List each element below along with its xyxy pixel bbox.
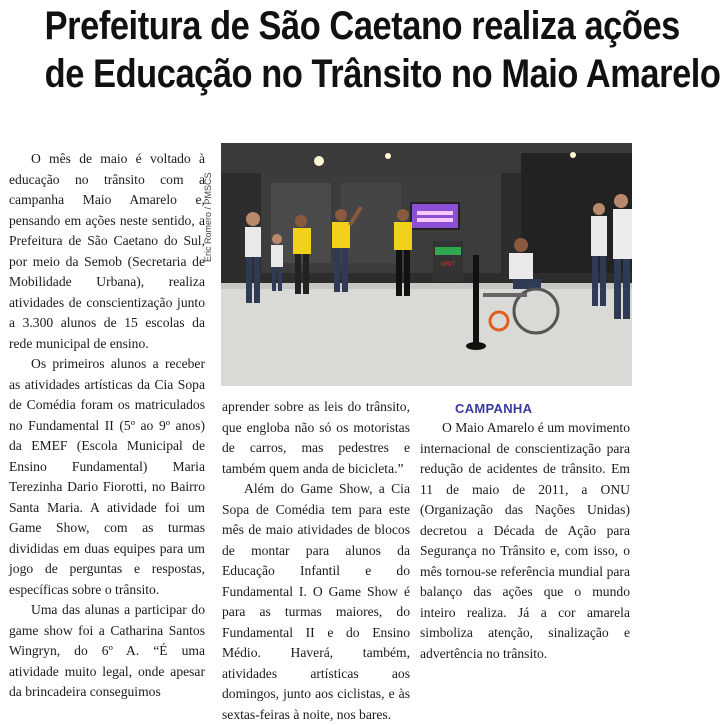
photo-illustration (221, 143, 632, 386)
left-text-column (9, 149, 205, 703)
section-heading-campanha: CAMPANHA (455, 401, 533, 416)
paragraph: O mês de maio é voltado à educação no trânsito com a campanha Maio Amarelo e, pensando em ações neste sentido, a Prefeitura de São Caetano do Sul, por meio da Semob (Secretaria de Mobilidade Urbana), realiza atividades de conscientização junto a 3.300 alunos de 15 escolas da rede municipal de ensino. (9, 151, 205, 351)
paragraph: Além do Game Show, a Cia Sopa de Comédia tem para este mês de maio atividades de blocos de montar para alunos da Educação Infantil e do Fundamental I. O Game Show é para as turmas maiores, do Fundamental II e do Ensino Médio. Haverá, também, atividades artísticas aos domingos, junto aos ciclistas, e às sextas-feiras à noite, nos bares. (222, 481, 410, 722)
photo-credit: Eric Romero / PMSCS (203, 172, 213, 262)
paragraph: Os primeiros alunos a receber as atividades artísticas da Cia Sopa de Comédia foram os matriculados no Fundamental II (5º ao 9º anos) da EMEF (Escola Municipal de Ensino Fundamental) Maria Terezinha Dario Fiorotti, no Bairro Santa Maria. A atividade foi um Game Show, com as turmas divididas em duas equipes para um jogo de perguntas e respostas, específicas sobre o trânsito. (9, 356, 205, 597)
paragraph: O Maio Amarelo é um movimento internacional de conscientização para redução de acidentes de trânsito. Em 11 de maio de 2011, a ONU (Organização das Nações Unidas) decretou a Década de Ação para Segurança no Trânsito e, com isso, o mês tornou-se referência mundial para balanço das ações que o mundo inteiro realiza. Já a cor amarela simboliza atenção, sinalização e advertência no trânsito. (420, 420, 630, 661)
right-text-column (420, 418, 630, 664)
article-headline (44, 2, 721, 98)
screen-label: MSIT (440, 262, 456, 268)
paragraph: aprender sobre as leis do trânsito, que engloba não só os motoristas de carros, mas pedestres e também quem anda de bicicleta.” (222, 399, 410, 476)
headline-line-1: Prefeitura de São Caetano realiza ações (44, 4, 680, 48)
middle-text-column (222, 397, 410, 725)
article-photo (221, 143, 632, 386)
paragraph: Uma das alunas a participar do game show foi a Catharina Santos Wingryn, do 6º A. “É uma atividade muito legal, onde apesar da brincadeira conseguimos (9, 602, 205, 699)
headline-line-2: de Educação no Trânsito no Maio Amarelo (44, 52, 721, 96)
